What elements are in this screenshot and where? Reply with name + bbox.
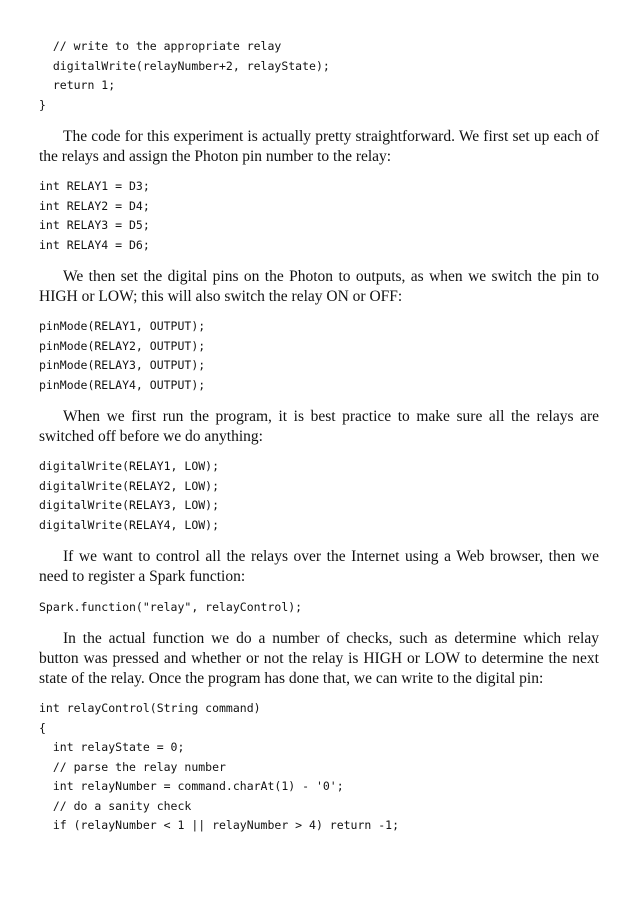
code-block-relay-write xyxy=(39,37,330,115)
code-line: pinMode(RELAY3, OUTPUT); xyxy=(39,358,206,372)
code-block-relay-control xyxy=(39,699,399,836)
code-line: { xyxy=(39,720,46,735)
code-block-relay-declarations xyxy=(39,177,150,255)
code-block-spark-register xyxy=(39,598,302,618)
code-line: pinMode(RELAY2, OUTPUT); xyxy=(39,338,206,353)
code-line: int relayNumber = command.charAt(1) - '0'; xyxy=(39,779,344,793)
paragraph-pin-outputs: We then set the digital pins on the Photon to outputs, as when we switch the pin to HIGH or LOW; this will also switch the relay ON or OFF: xyxy=(39,268,599,305)
code-block-pinmode xyxy=(39,317,205,395)
code-line: digitalWrite(RELAY1, LOW); xyxy=(39,459,220,473)
code-line: digitalWrite(RELAY4, LOW); xyxy=(39,517,220,532)
code-line: return 1; xyxy=(39,78,116,92)
paragraph-spark-function: If we want to control all the relays over the Internet using a Web browser, then we need to register a Spark function: xyxy=(39,548,599,585)
code-line: } xyxy=(39,97,46,112)
code-line: // write to the appropriate relay xyxy=(39,39,282,53)
code-line: Spark.function("relay", relayControl); xyxy=(39,600,303,614)
code-line: pinMode(RELAY1, OUTPUT); xyxy=(39,319,206,333)
code-line: int RELAY2 = D4; xyxy=(39,198,150,213)
code-line: int RELAY3 = D5; xyxy=(39,218,150,232)
code-line: // do a sanity check xyxy=(39,798,192,813)
code-line: int RELAY4 = D6; xyxy=(39,237,150,252)
code-line: // parse the relay number xyxy=(39,759,226,774)
code-line: pinMode(RELAY4, OUTPUT); xyxy=(39,377,206,392)
code-line: int relayState = 0; xyxy=(39,740,185,754)
code-line: int RELAY1 = D3; xyxy=(39,179,150,193)
code-block-digitalwrite-low xyxy=(39,457,219,535)
code-line: int relayControl(String command) xyxy=(39,701,261,715)
code-line: digitalWrite(RELAY3, LOW); xyxy=(39,498,220,512)
paragraph-relay-setup: The code for this experiment is actually pretty straightforward. We first set up each of the relays and assign the Photon pin number to the relay: xyxy=(39,128,599,165)
paragraph-relays-off: When we first run the program, it is best practice to make sure all the relays are switched off before we do anything: xyxy=(39,408,599,445)
paragraph-relay-checks: In the actual function we do a number of checks, such as determine which relay button was pressed and whether or not the relay is HIGH or LOW to determine the next state of the relay. Once the program has done that, we can write to the digital pin: xyxy=(39,630,599,687)
code-line: digitalWrite(relayNumber+2, relayState); xyxy=(39,58,330,73)
code-line: digitalWrite(RELAY2, LOW); xyxy=(39,478,220,493)
code-line: if (relayNumber < 1 || relayNumber > 4) return -1; xyxy=(39,818,400,832)
